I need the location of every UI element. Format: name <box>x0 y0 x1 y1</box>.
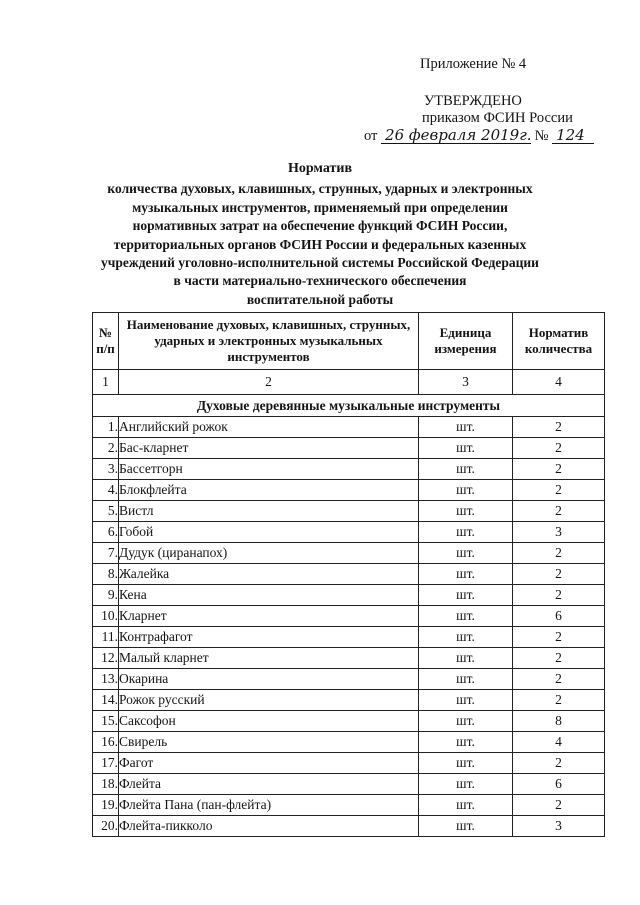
instrument-name: Бас-кларнет <box>119 438 419 459</box>
table-row <box>93 690 605 711</box>
title-line: количества духовых, клавишных, струнных, ударных и электронных <box>107 181 533 197</box>
table-row <box>93 501 605 522</box>
unit-cell: шт. <box>419 669 513 690</box>
row-number: 11. <box>93 627 119 648</box>
norm-value: 2 <box>513 795 605 816</box>
unit-cell: шт. <box>419 690 513 711</box>
order-date-line <box>364 128 594 145</box>
instrument-name: Окарина <box>119 669 419 690</box>
section-title: Духовые деревянные музыкальные инструменты <box>93 395 605 417</box>
row-number: 15. <box>93 711 119 732</box>
instrument-name: Вистл <box>119 501 419 522</box>
instrument-name: Свирель <box>119 732 419 753</box>
column-number: 2 <box>119 370 419 395</box>
norm-value: 3 <box>513 816 605 837</box>
row-number: 14. <box>93 690 119 711</box>
handwritten-date: 26 февраля 2019г. <box>381 128 531 144</box>
instrument-name: Жалейка <box>119 564 419 585</box>
table-header-row <box>93 313 605 370</box>
norm-value: 2 <box>513 690 605 711</box>
unit-cell: шт. <box>419 417 513 438</box>
table-row <box>93 438 605 459</box>
table-row <box>93 711 605 732</box>
instrument-name: Гобой <box>119 522 419 543</box>
instrument-name: Блокфлейта <box>119 480 419 501</box>
unit-cell: шт. <box>419 627 513 648</box>
table-row <box>93 459 605 480</box>
annex-label: Приложение № 4 <box>420 56 527 72</box>
row-number: 18. <box>93 774 119 795</box>
table-body <box>93 395 605 837</box>
norm-value: 2 <box>513 753 605 774</box>
title-line: воспитательной работы <box>246 291 394 307</box>
column-number-row <box>93 370 605 395</box>
norm-value: 2 <box>513 585 605 606</box>
instrument-name: Английский рожок <box>119 417 419 438</box>
header-unit: Единица измерения <box>419 313 513 370</box>
instrument-name: Саксофон <box>119 711 419 732</box>
title-line: учреждений уголовно-исполнительной системы Российской Федерации <box>101 255 539 271</box>
table-row <box>93 480 605 501</box>
column-number: 3 <box>419 370 513 395</box>
row-number: 8. <box>93 564 119 585</box>
table-row <box>93 417 605 438</box>
instrument-name: Контрафагот <box>119 627 419 648</box>
row-number: 6. <box>93 522 119 543</box>
table-row <box>93 606 605 627</box>
instrument-name: Флейта Пана (пан-флейта) <box>119 795 419 816</box>
table-row <box>93 564 605 585</box>
title-line: в части материально-технического обеспечения <box>173 273 467 289</box>
instrument-name: Дудук (циранапох) <box>119 543 419 564</box>
document-title <box>80 160 560 309</box>
unit-cell: шт. <box>419 648 513 669</box>
norm-value: 2 <box>513 459 605 480</box>
number-sign: № <box>534 128 549 144</box>
instrument-name: Кларнет <box>119 606 419 627</box>
unit-cell: шт. <box>419 753 513 774</box>
norms-table <box>92 312 605 837</box>
row-number: 3. <box>93 459 119 480</box>
row-number: 1. <box>93 417 119 438</box>
instrument-name: Флейта-пикколо <box>119 816 419 837</box>
table-row <box>93 669 605 690</box>
row-number: 5. <box>93 501 119 522</box>
table-row <box>93 732 605 753</box>
norm-value: 2 <box>513 669 605 690</box>
unit-cell: шт. <box>419 543 513 564</box>
instrument-name: Рожок русский <box>119 690 419 711</box>
row-number: 17. <box>93 753 119 774</box>
unit-cell: шт. <box>419 585 513 606</box>
instrument-name: Фагот <box>119 753 419 774</box>
row-number: 20. <box>93 816 119 837</box>
title-heading: Норматив <box>287 161 353 176</box>
norm-value: 4 <box>513 732 605 753</box>
unit-cell: шт. <box>419 732 513 753</box>
header-norm: Норматив количества <box>513 313 605 370</box>
table-row <box>93 585 605 606</box>
instrument-name: Малый кларнет <box>119 648 419 669</box>
unit-cell: шт. <box>419 774 513 795</box>
handwritten-number: 124 <box>552 128 594 144</box>
norm-value: 2 <box>513 501 605 522</box>
instrument-name: Флейта <box>119 774 419 795</box>
table-row <box>93 753 605 774</box>
norm-value: 3 <box>513 522 605 543</box>
title-line: музыкальных инструментов, применяемый при определении <box>132 199 508 215</box>
norm-value: 2 <box>513 543 605 564</box>
row-number: 13. <box>93 669 119 690</box>
norm-value: 6 <box>513 606 605 627</box>
section-row <box>93 395 605 417</box>
unit-cell: шт. <box>419 711 513 732</box>
table-row <box>93 543 605 564</box>
table-row <box>93 522 605 543</box>
column-number: 4 <box>513 370 605 395</box>
norm-value: 2 <box>513 438 605 459</box>
norm-value: 2 <box>513 648 605 669</box>
table-row <box>93 774 605 795</box>
unit-cell: шт. <box>419 795 513 816</box>
unit-cell: шт. <box>419 606 513 627</box>
row-number: 16. <box>93 732 119 753</box>
norm-value: 2 <box>513 417 605 438</box>
approved-label: УТВЕРЖДЕНО <box>424 93 522 109</box>
row-number: 19. <box>93 795 119 816</box>
title-line: нормативных затрат на обеспечение функций ФСИН России, <box>132 218 508 234</box>
instrument-name: Кена <box>119 585 419 606</box>
row-number: 10. <box>93 606 119 627</box>
row-number: 4. <box>93 480 119 501</box>
norm-value: 6 <box>513 774 605 795</box>
table-row <box>93 648 605 669</box>
table-row <box>93 816 605 837</box>
row-number: 2. <box>93 438 119 459</box>
date-prefix: от <box>364 128 378 144</box>
unit-cell: шт. <box>419 564 513 585</box>
norm-value: 2 <box>513 627 605 648</box>
column-number: 1 <box>93 370 119 395</box>
row-number: 7. <box>93 543 119 564</box>
instrument-name: Бассетгорн <box>119 459 419 480</box>
title-line: территориальных органов ФСИН России и федеральных казенных <box>113 236 527 252</box>
norm-value: 2 <box>513 480 605 501</box>
unit-cell: шт. <box>419 480 513 501</box>
norm-value: 2 <box>513 564 605 585</box>
unit-cell: шт. <box>419 438 513 459</box>
unit-cell: шт. <box>419 816 513 837</box>
order-label: приказом ФСИН России <box>422 110 573 126</box>
row-number: 12. <box>93 648 119 669</box>
table-row <box>93 627 605 648</box>
table-row <box>93 795 605 816</box>
row-number: 9. <box>93 585 119 606</box>
header-number: № п/п <box>93 313 119 370</box>
unit-cell: шт. <box>419 501 513 522</box>
unit-cell: шт. <box>419 459 513 480</box>
norm-value: 8 <box>513 711 605 732</box>
header-name: Наименование духовых, клавишных, струнных, ударных и электронных музыкальных инструментов <box>119 313 419 370</box>
unit-cell: шт. <box>419 522 513 543</box>
